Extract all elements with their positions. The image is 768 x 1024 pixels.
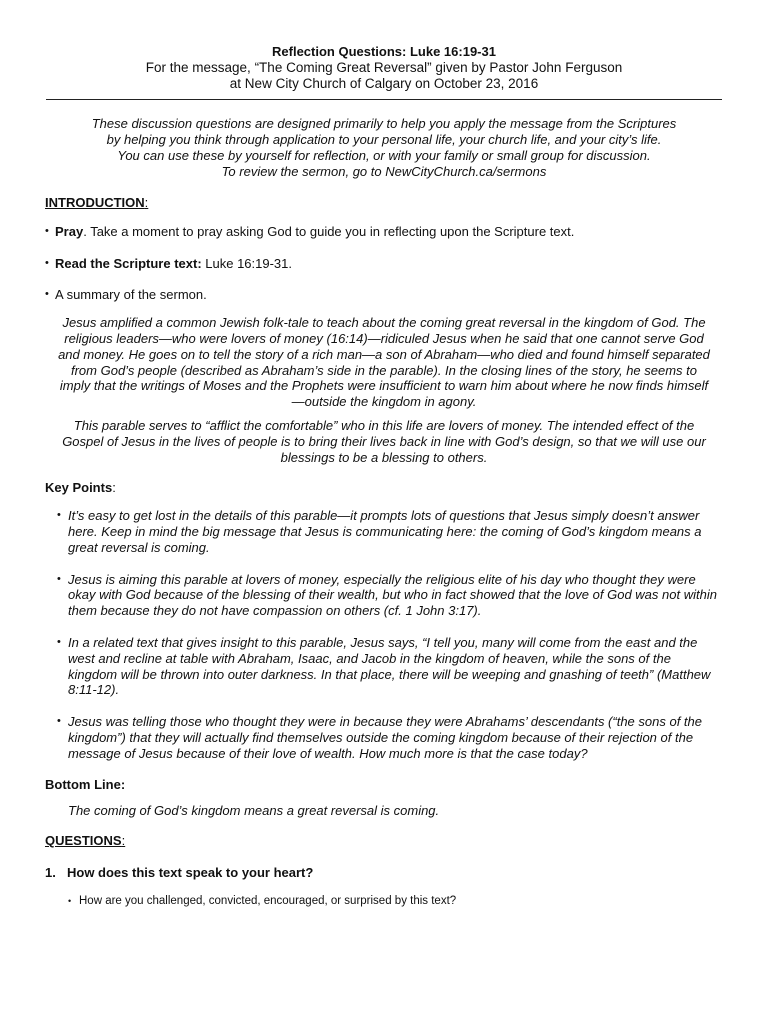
key-points-heading: Key Points: <box>45 480 116 496</box>
question-text: How does this text speak to your heart? <box>67 864 314 880</box>
intro-line: You can use these by yourself for reflection, or with your family or small group for discussion. <box>117 148 651 163</box>
question-number: 1. <box>45 864 56 880</box>
key-points-list <box>57 508 723 761</box>
bottom-line-heading: Bottom Line: <box>45 776 126 792</box>
church-date-line: at New City Church of Calgary on October 23, 2016 <box>229 76 539 91</box>
intro-line: These discussion questions are designed primarily to help you apply the message from the Scriptures <box>91 116 677 131</box>
read-label: Read the Scripture text: <box>55 255 202 271</box>
key-point-item: • Jesus was telling those who thought they were in because they were Abrahams’ descendants (“the sons of the kingdom”) that they will actually find themselves outside the coming kingdom because of their rejection of the message of Jesus because of their love of wealth. How much more is that the case today? <box>57 714 723 761</box>
document-header <box>45 44 723 92</box>
intro-line: To review the sermon, go to NewCityChurch.ca/sermons <box>221 164 547 179</box>
question-1-sub: • How are you challenged, convicted, encouraged, or surprised by this text? <box>68 894 723 910</box>
key-point-item: • In a related text that gives insight to this parable, Jesus says, “I tell you, many will come from the east and the west and recline at table with Abraham, Isaac, and Jacob in the kingdom of heaven, while the sons of the kingdom will be thrown into outer darkness. In that place, there will be weeping and gnashing of teeth” (Matthew 8:11-12). <box>57 635 723 698</box>
read-text: Luke 16:19-31. <box>201 255 293 271</box>
key-point-item: • Jesus is aiming this parable at lovers of money, especially the religious elite of his day who thought they were okay with God because of the blessing of their wealth, but who in fact showed that the love of God was not within them because they do not have compassion on others (cf. 1 John 3:17). <box>57 572 723 619</box>
summary-paragraph-1: Jesus amplified a common Jewish folk-tale to teach about the coming great reversal in the kingdom of God. The religious leaders—who were lovers of money (16:14)—ridiculed Jesus when he said that one cannot serve God and money. He goes on to tell the story of a rich man—a son of Abraham—who died and found himself separated from God’s people (described as Abraham’s side in the parable). In the closing lines of the story, he seems to imply that the writings of Moses and the Prophets were insufficient to warn him about where he now finds himself—outside the kingdom in agony. <box>58 315 710 410</box>
introduction-heading: INTRODUCTION: <box>45 195 149 210</box>
read-bullet <box>45 256 723 272</box>
intro-paragraph <box>45 116 723 180</box>
message-subtitle: For the message, “The Coming Great Reversal” given by Pastor John Ferguson <box>145 60 623 75</box>
pray-text: . Take a moment to pray asking God to guide you in reflecting upon the Scripture text. <box>83 223 575 239</box>
questions-heading: QUESTIONS: <box>45 833 126 849</box>
header-divider <box>46 99 722 100</box>
intro-line: by helping you think through application to your personal life, your church life, and your city’s life. <box>106 132 662 147</box>
document-title: Reflection Questions: Luke 16:19-31 <box>272 44 496 59</box>
pray-label: Pray <box>55 223 84 239</box>
summary-paragraph-2: This parable serves to “afflict the comfortable” who in this life are lovers of money. The intended effect of the Gospel of Jesus in the lives of people is to bring their lives back in line with God’s design, so that we will use our blessings to be a blessing to others. <box>62 417 706 465</box>
bottom-line-text: The coming of God’s kingdom means a great reversal is coming. <box>68 803 440 819</box>
summary-bullet: • A summary of the sermon. <box>45 287 723 303</box>
question-1 <box>45 865 723 881</box>
key-point-item: • It’s easy to get lost in the details of this parable—it prompts lots of questions that Jesus simply doesn’t answer here. Keep in mind the big message that Jesus is communicating here: the coming of God’s kingdom means a great reversal is coming. <box>57 508 723 555</box>
pray-bullet <box>45 224 723 240</box>
